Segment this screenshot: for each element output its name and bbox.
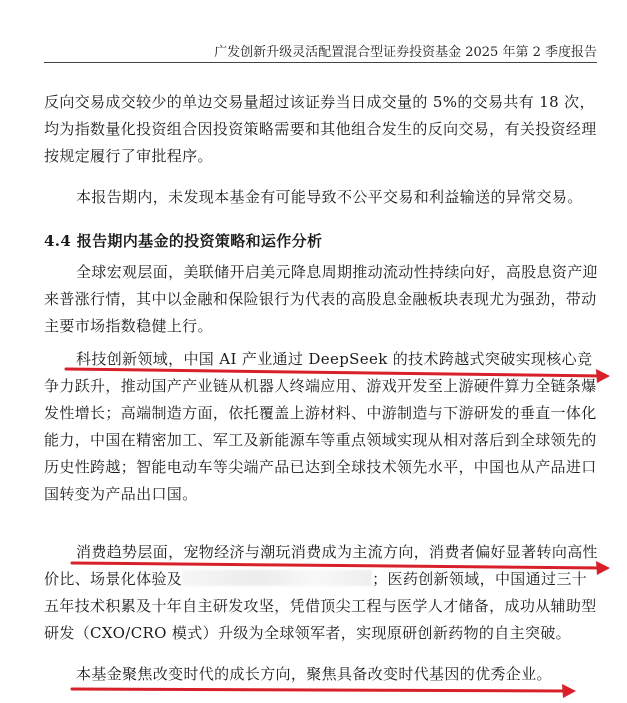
consumption-text-after-redaction: ；医药创新领域，中国通过三十五年技术积累及十年自主研发攻坚，凭借顶尖工程与医学人才储备，成功从辅助型研发（CXO/CRO 模式）升级为全球领军者，实现原研创新药物的自主突破。 xyxy=(44,570,597,642)
paragraph-fund-focus: 本基金聚焦改变时代的成长方向，聚焦具备改变时代基因的优秀企业。 xyxy=(76,665,552,683)
paragraph-no-abnormal-trades: 本报告期内，未发现本基金有可能导致不公平交易和利益输送的异常交易。 xyxy=(76,188,583,206)
paragraph-tech-innovation: 科技创新领域，中国 AI 产业通过 DeepSeek 的技术跨越式突破实现核心竞争力跃升，推动国产产业链从机器人终端应用、游戏开发至上游硬件算力全链条爆发性增长；高端制造方面，依托覆盖上游材料、中游制造与下游研发的垂直一体化能力，中国在精密加工、军工及新能源车等重点领域实现从相对落后到全球领先的历史性跨越；智能电动车等尖端产品已达到全球技术领先水平，中国也从产品进口国转变为产品出口国。 xyxy=(44,350,597,503)
report-header-title: 广发创新升级灵活配置混合型证券投资基金 2025 年第 2 季度报告 xyxy=(214,45,597,60)
consumption-text-before-redaction: 消费趋势层面，宠物经济与潮玩消费成为主流方向，消费者偏好显著转向高性价比、场景化体验及 xyxy=(44,543,598,588)
section-heading: 4.4 报告期内基金的投资策略和运作分析 xyxy=(44,232,323,250)
paragraph-global-macro: 全球宏观层面，美联储开启美元降息周期推动流动性持续向好，高股息资产迎来普涨行情，其中以金融和保险银行为代表的高股息金融板块表现尤为强劲，带动主要市场指数稳健上行。 xyxy=(44,263,598,335)
paragraph-reverse-trades: 反向交易成交较少的单边交易量超过该证券当日成交量的 5%的交易共有 18 次，均为指数量化投资组合因投资策略需要和其他组合发生的反向交易，有关投资经理按规定履行了审批程序。 xyxy=(44,93,597,165)
